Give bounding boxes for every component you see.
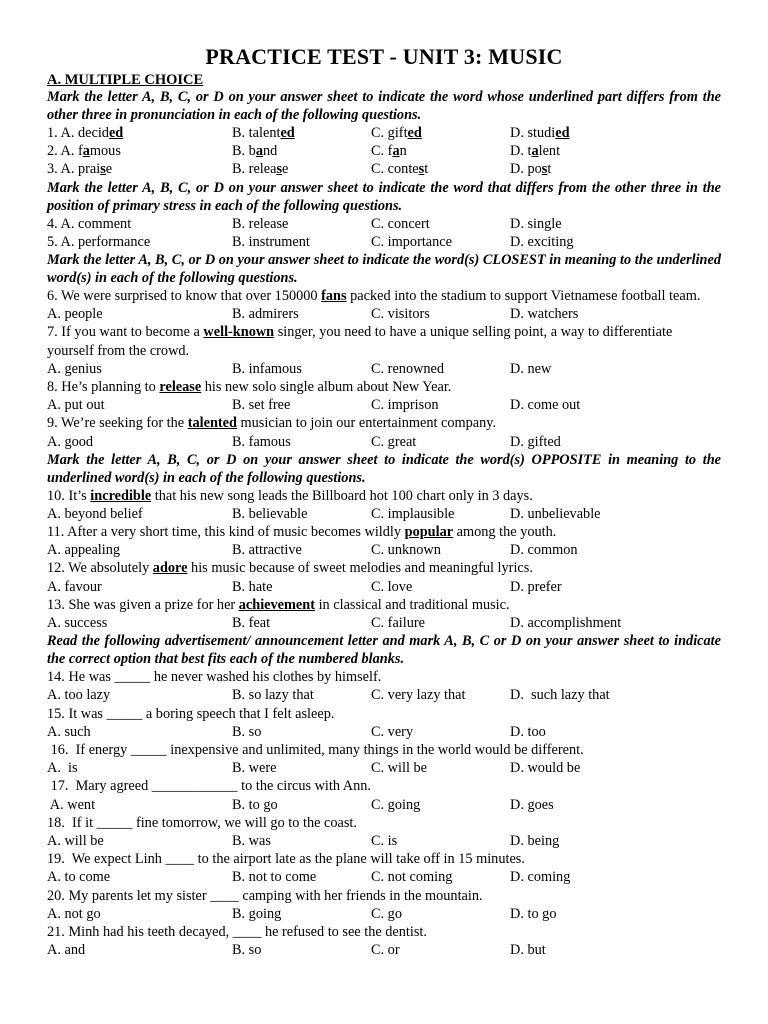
answer-option: D. accomplishment: [510, 615, 622, 632]
answer-option: C. is: [371, 833, 398, 850]
answer-option: C. will be: [371, 760, 427, 777]
answer-option: [232, 124, 295, 142]
answer-option: [510, 160, 551, 178]
opposite-questions: [47, 487, 721, 633]
option-row: [47, 941, 721, 959]
question-part: his new solo single album about New Year.: [201, 378, 452, 395]
answer-option: [232, 160, 288, 178]
answer-option: D. exciting: [510, 233, 574, 250]
question-part: 12. We absolutely: [47, 560, 153, 577]
answer-option: D. watchers: [510, 306, 579, 323]
underlined-part: ed: [407, 125, 422, 141]
underlined-part: ed: [555, 125, 570, 141]
answer-option: D. single: [510, 215, 562, 232]
question-part: his music because of sweet melodies and meaningful lyrics.: [187, 560, 533, 577]
answer-option: C. not coming: [371, 869, 453, 886]
answer-option: A. success: [47, 615, 108, 632]
question-part: 6. We were surprised to know that over 150000: [47, 287, 322, 304]
answer-option: D. being: [510, 833, 560, 850]
instruction-pronunciation: Mark the letter A, B, C, or D on your answer sheet to indicate the word whose underlined part differs from the other three in pronunciation in each of the following questions.: [47, 89, 721, 123]
answer-option: C. very: [371, 723, 414, 740]
option-text: lent: [538, 143, 561, 160]
answer-option: A. too lazy: [47, 687, 111, 704]
answer-option: D. too: [510, 723, 546, 740]
instruction-opposite: Mark the letter A, B, C, or D on your answer sheet to indicate the word(s) OPPOSITE in meaning to the underlined word(s) in each of the following questions.: [47, 451, 721, 486]
answer-option: D. prefer: [510, 578, 562, 595]
answer-option: B. hate: [232, 578, 273, 595]
underlined-part: a: [255, 143, 263, 160]
answer-option: A. beyond belief: [47, 505, 143, 522]
answer-option: B. famous: [232, 433, 291, 450]
answer-option: D. unbelievable: [510, 505, 601, 522]
answer-option: B. infamous: [232, 360, 302, 377]
option-text: t: [424, 161, 429, 178]
section-label: . MULTIPLE CHOICE: [57, 72, 204, 88]
answer-option: C. concert: [371, 215, 430, 232]
option-row: [47, 614, 721, 632]
question-part: 13. She was given a prize for her: [47, 596, 239, 613]
option-text: D. studi: [510, 125, 556, 141]
question-text: 16. If energy _____ inexpensive and unlimited, many things in the world would be different.: [47, 742, 584, 759]
answer-option: B. were: [232, 760, 277, 777]
option-text: nd: [263, 143, 278, 160]
instruction-stress: Mark the letter A, B, C, or D on your answer sheet to indicate the word that differs from the other three in the position of primary stress in each of the following questions.: [47, 179, 721, 214]
question-part: 10. It’s: [47, 487, 91, 504]
underlined-part: s: [541, 161, 548, 178]
question-part: 7. If you want to become a: [47, 324, 204, 341]
answer-option: C. or: [371, 942, 400, 959]
option-text: n: [399, 143, 407, 160]
option-row: [47, 433, 721, 451]
answer-option: D. would be: [510, 760, 581, 777]
grammar-questions: [47, 668, 721, 959]
option-row: [47, 759, 721, 777]
worksheet-page: [47, 0, 721, 959]
question-text: 18. If it _____ fine tomorrow, we will go to the coast.: [47, 814, 357, 831]
answer-option: D. common: [510, 542, 578, 559]
answer-option: B. set free: [232, 397, 291, 414]
underlined-part: a: [82, 143, 90, 160]
answer-option: C. importance: [371, 233, 452, 250]
option-row: [47, 360, 721, 378]
section-letter: A: [47, 72, 58, 88]
question-text: [47, 596, 721, 614]
answer-option: A. to come: [47, 869, 111, 886]
answer-option: C. love: [371, 578, 413, 595]
answer-option: A. went: [47, 796, 96, 813]
option-text: C. conte: [371, 161, 419, 178]
instruction-advert: Read the following advertisement/ announcement letter and mark A, B, C or D on your answer sheet to indicate the correct option that best fits each of the numbered blanks.: [47, 633, 721, 668]
answer-option: B. not to come: [232, 869, 317, 886]
answer-option: C. failure: [371, 615, 425, 632]
question-part: in classical and traditional music.: [315, 596, 510, 613]
option-row: [47, 796, 721, 814]
answer-option: C. very lazy that: [371, 687, 466, 704]
answer-option: [232, 142, 277, 160]
underlined-part: a: [392, 143, 400, 160]
option-text: B. relea: [232, 161, 277, 178]
answer-option: B. release: [232, 215, 289, 232]
underlined-word: talented: [187, 415, 237, 432]
answer-option: [47, 160, 112, 178]
option-text: e: [105, 161, 113, 178]
answer-option: D. come out: [510, 397, 581, 414]
option-row: [47, 578, 721, 596]
underlined-word: achievement: [238, 596, 315, 613]
option-row: [47, 396, 721, 414]
option-text: B. b: [232, 143, 256, 160]
answer-option: D. but: [510, 942, 546, 959]
answer-option: C. go: [371, 905, 402, 922]
answer-option: [47, 124, 123, 142]
question-text: [47, 487, 721, 505]
question-text: [47, 414, 721, 432]
underlined-word: adore: [152, 560, 188, 577]
question-part: packed into the stadium to support Vietnamese football team.: [346, 287, 701, 304]
option-text: 2. A. f: [47, 143, 83, 160]
pronunciation-questions: [47, 124, 721, 179]
option-row: [47, 723, 721, 741]
answer-option: A. not go: [47, 905, 101, 922]
answer-option: D. coming: [510, 869, 571, 886]
option-text: 3. A. prai: [47, 161, 101, 178]
question-part: musician to join our entertainment company.: [236, 415, 497, 432]
answer-option: [510, 124, 570, 142]
answer-option: B. attractive: [232, 542, 302, 559]
option-row: [47, 142, 721, 160]
option-row: [47, 868, 721, 886]
answer-option: A. is: [47, 760, 78, 777]
answer-option: A. such: [47, 723, 91, 740]
answer-option: B. admirers: [232, 306, 299, 323]
question-text: 21. Minh had his teeth decayed, ____ he refused to see the dentist.: [47, 924, 427, 940]
answer-option: B. so: [232, 723, 262, 740]
stress-questions: [47, 215, 721, 251]
question-text: [47, 287, 721, 305]
answer-option: B. instrument: [232, 233, 310, 250]
section-heading: [47, 72, 721, 88]
answer-option: B. feat: [232, 615, 271, 632]
answer-option: B. going: [232, 905, 282, 922]
page-title: PRACTICE TEST - UNIT 3: MUSIC: [205, 44, 563, 69]
answer-option: C. unknown: [371, 542, 441, 559]
answer-option: B. so lazy that: [232, 687, 314, 704]
answer-option: [47, 142, 121, 160]
answer-option: D. gifted: [510, 433, 561, 450]
question-text: [47, 559, 721, 577]
answer-option: D. such lazy that: [510, 687, 610, 704]
answer-option: D. new: [510, 360, 552, 377]
answer-option: [371, 142, 407, 160]
underlined-part: s: [100, 161, 106, 178]
answer-option: A. will be: [47, 833, 104, 850]
answer-option: A. put out: [47, 397, 105, 414]
option-row: [47, 905, 721, 923]
answer-option: [371, 160, 428, 178]
underlined-word: well-known: [203, 324, 275, 341]
answer-option: C. implausible: [371, 505, 455, 522]
answer-option: A. favour: [47, 578, 102, 595]
answer-option: 5. A. performance: [47, 233, 151, 250]
underlined-word: popular: [404, 524, 454, 541]
underlined-part: s: [276, 161, 283, 178]
question-part: 11. After a very short time, this kind of music becomes wildly: [47, 524, 405, 541]
answer-option: C. imprison: [371, 397, 439, 414]
answer-option: C. great: [371, 433, 417, 450]
underlined-part: a: [531, 143, 539, 160]
question-text: [47, 323, 721, 359]
option-text: e: [282, 161, 289, 178]
answer-option: D. to go: [510, 905, 557, 922]
underlined-part: s: [418, 161, 425, 178]
answer-option: B. was: [232, 833, 271, 850]
option-text: C. gift: [371, 125, 408, 141]
answer-option: [510, 142, 560, 160]
question-part: 8. He’s planning to: [47, 378, 160, 395]
underlined-word: fans: [321, 287, 347, 304]
answer-option: A. appealing: [47, 542, 121, 559]
option-row: [47, 305, 721, 323]
option-text: D. po: [510, 161, 542, 178]
option-text: D. t: [510, 143, 532, 160]
question-text: 15. It was _____ a boring speech that I felt asleep.: [47, 705, 335, 722]
question-text: 14. He was _____ he never washed his clothes by himself.: [47, 669, 382, 686]
question-text: 19. We expect Linh ____ to the airport late as the plane will take off in 15 minutes.: [47, 851, 525, 868]
question-part: 9. We’re seeking for the: [47, 415, 188, 432]
answer-option: C. renowned: [371, 360, 445, 377]
option-row: [47, 541, 721, 559]
option-row: [47, 505, 721, 523]
underlined-part: ed: [108, 125, 124, 141]
question-part: among the youth.: [453, 524, 557, 541]
answer-option: A. people: [47, 306, 103, 323]
underlined-word: incredible: [90, 487, 152, 504]
instruction-closest: Mark the letter A, B, C, or D on your answer sheet to indicate the word(s) CLOSEST in meaning to the underlined word(s) in each of the following questions.: [47, 251, 721, 286]
option-row: [47, 160, 721, 178]
answer-option: C. going: [371, 796, 421, 813]
question-text: 20. My parents let my sister ____ camping with her friends in the mountain.: [47, 887, 483, 904]
answer-option: D. goes: [510, 796, 554, 813]
option-row: [47, 233, 721, 251]
answer-option: B. believable: [232, 505, 308, 522]
option-text: 1. A. decid: [47, 125, 109, 141]
answer-option: A. good: [47, 433, 94, 450]
option-text: B. talent: [232, 125, 281, 141]
option-row: [47, 124, 721, 142]
question-part: that his new song leads the Billboard hot 100 chart only in 3 days.: [151, 487, 533, 504]
underlined-word: release: [159, 378, 202, 395]
question-part: singer, you need to have a unique selling point, a way to differentiate yourself from the crowd.: [47, 324, 673, 359]
answer-option: 4. A. comment: [47, 215, 132, 232]
answer-option: A. genius: [47, 360, 102, 377]
underlined-part: ed: [280, 125, 295, 141]
option-text: mous: [89, 143, 121, 160]
answer-option: B. so: [232, 942, 262, 959]
option-text: t: [547, 161, 552, 178]
question-text: 17. Mary agreed ____________ to the circus with Ann.: [47, 778, 372, 795]
answer-option: [371, 124, 422, 142]
answer-option: B. to go: [232, 796, 278, 813]
option-text: C. f: [371, 143, 393, 160]
option-row: [47, 215, 721, 233]
closest-questions: [47, 287, 721, 451]
answer-option: C. visitors: [371, 306, 430, 323]
question-text: [47, 378, 721, 396]
option-row: [47, 686, 721, 704]
question-text: [47, 523, 721, 541]
answer-option: A. and: [47, 942, 86, 959]
option-row: [47, 832, 721, 850]
